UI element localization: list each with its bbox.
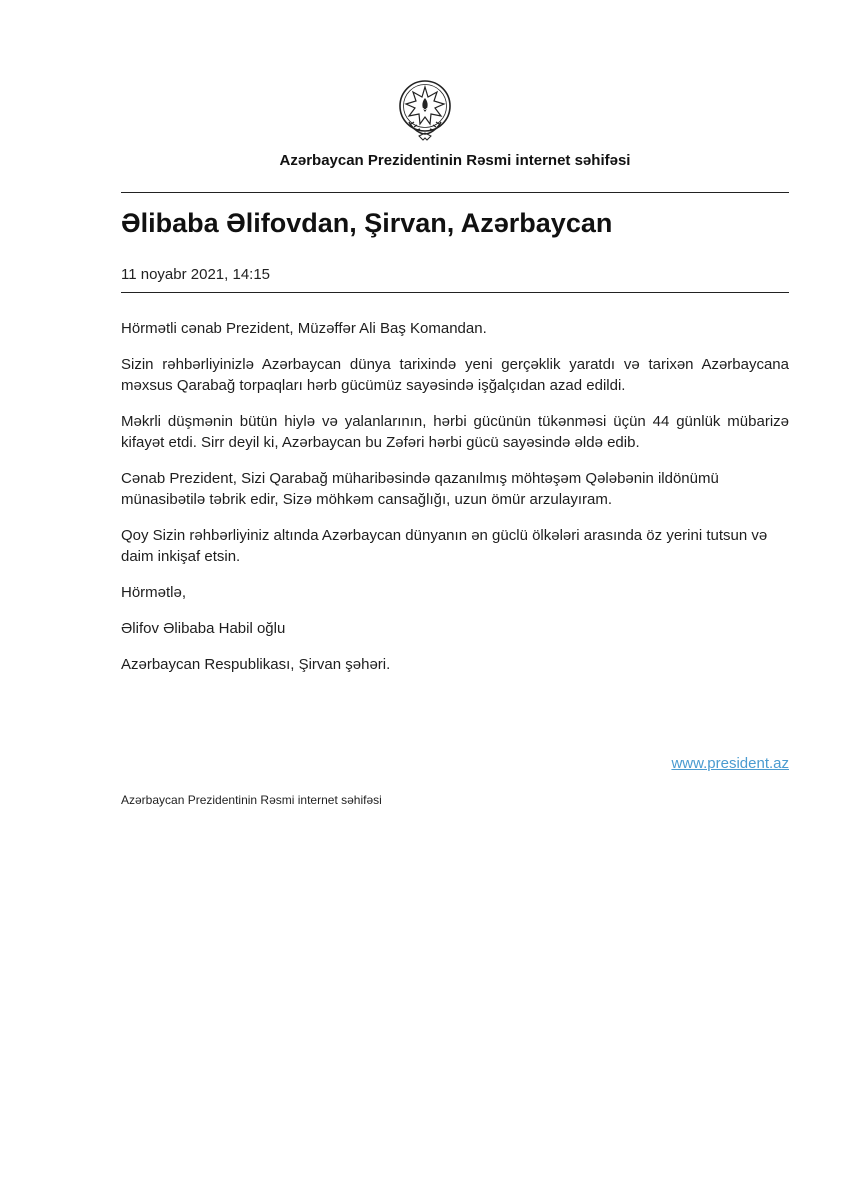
paragraph-greeting: Hörmətli cənab Prezident, Müzəffər Ali Baş Komandan. xyxy=(121,320,487,337)
paragraph-signature-location: Azərbaycan Respublikası, Şirvan şəhəri. xyxy=(121,656,391,673)
emblem-container xyxy=(0,78,849,144)
header-divider xyxy=(121,192,789,193)
paragraph-body: Sizin rəhbərliyinizlə Azərbaycan dünya tarixində yeni gerçəklik yaratdı və tarixən Azərbaycana məxsus Qarabağ torpaqları hərb gücümüz sayəsində işğalçıdan azad edildi. xyxy=(121,356,789,394)
president-site-link[interactable]: www.president.az xyxy=(671,755,789,772)
paragraph-body: Cənab Prezident, Sizi Qarabağ müharibəsində qazanılmış möhtəşəm Qələbənin ildönümü münasibətilə təbrik edir, Sizə möhkəm cansağlığı, uzun ömür arzulayıram. xyxy=(121,470,719,508)
site-header-title: Azərbaycan Prezidentinin Rəsmi internet səhifəsi xyxy=(279,152,631,169)
paragraph-signature-name: Əlifov Əlibaba Habil oğlu xyxy=(121,620,286,637)
article-title: Əlibaba Əlifovdan, Şirvan, Azərbaycan xyxy=(121,208,613,238)
article-date: 11 noyabr 2021, 14:15 xyxy=(121,266,271,283)
title-divider xyxy=(121,292,789,293)
article-body xyxy=(121,318,789,690)
paragraph-closing: Hörmətlə, xyxy=(121,584,187,601)
page-footer: Azərbaycan Prezidentinin Rəsmi internet səhifəsi xyxy=(121,793,382,807)
azerbaijan-coat-of-arms-icon xyxy=(397,78,453,144)
paragraph-body: Məkrli düşmənin bütün hiylə və yalanlarının, hərbi gücünün tükənməsi üçün 44 günlük mübarizə kifayət etdi. Sirr deyil ki, Azərbaycan bu Zəfəri hərbi gücü sayəsində əldə edib. xyxy=(121,413,789,451)
paragraph-body: Qoy Sizin rəhbərliyiniz altında Azərbaycan dünyanın ən güclü ölkələri arasında öz yerini tutsun və daim inkişaf etsin. xyxy=(121,527,768,565)
